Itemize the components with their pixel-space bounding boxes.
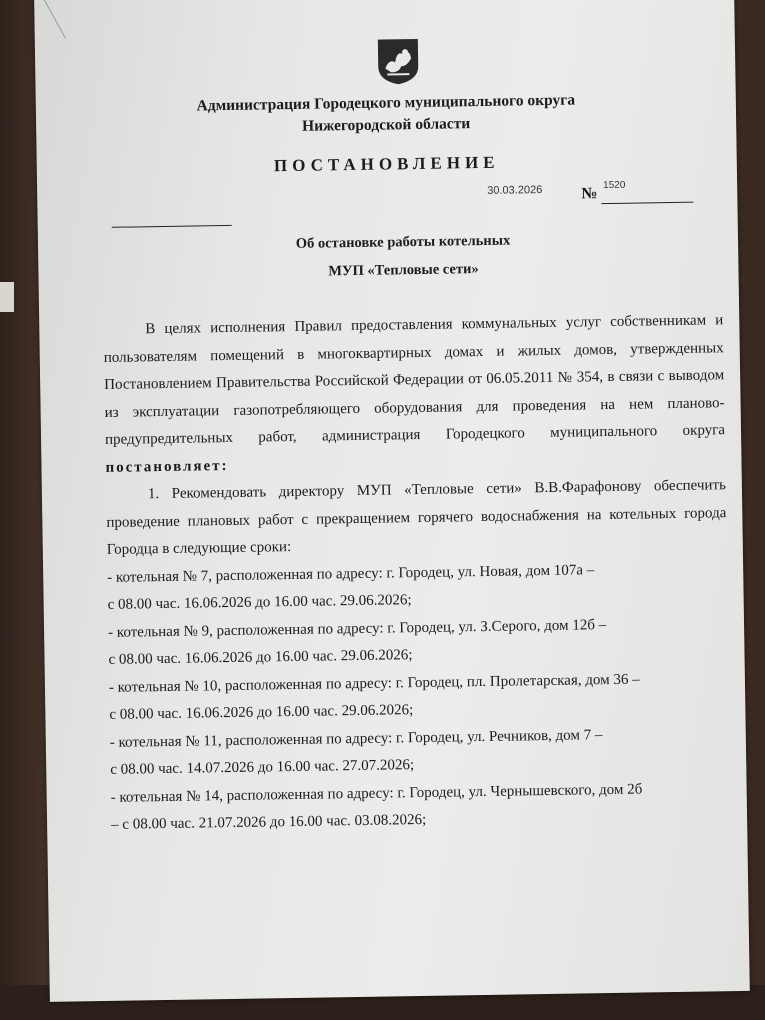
boiler-period: с 08.00 час. 16.06.2026 до 16.00 час. 29.06.2026; [109,702,414,723]
boiler-period: с 08.00 час. 16.06.2026 до 16.00 час. 29.06.2026; [108,647,413,668]
date-underline [112,225,232,228]
preamble-paragraph [103,307,726,482]
boiler-list [107,555,731,840]
item-1-paragraph: 1. Рекомендовать директору МУП «Тепловые сети» В.В.Фарафонову обеспечить проведение плановых работ с прекращением горячего водоснабжения на котельных города Городца в следующие сроки: [106,477,727,558]
document-title-line-2: МУП «Тепловые сети» [328,261,479,280]
document-type: ПОСТАНОВЛЕНИЕ [273,152,500,176]
document-page [34,0,750,1002]
boiler-address: - котельная № 14, расположенная по адресу: г. Городец, ул. Чернышевского, дом 2б [110,781,643,806]
boiler-period: с 08.00 час. 14.07.2026 до 16.00 час. 27.07.2026; [110,757,415,778]
coat-of-arms-icon [375,36,422,87]
boiler-address: - котельная № 10, расположенная по адресу: г. Городец, пл. Пролетарская, дом 36 – [108,671,640,696]
document-body [103,307,731,839]
list-item [108,610,729,675]
staple-mark [43,0,85,38]
list-item [109,665,730,730]
list-item [110,720,731,785]
boiler-address: - котельная № 7, расположенная по адресу: г. Городец, ул. Новая, дом 107а – [107,561,595,586]
paper-scrap [0,282,14,312]
document-date: 30.03.2026 [487,184,543,197]
list-item [107,555,728,620]
preamble-text: В целях исполнения Правил предоставления коммунальных услуг собственникам и пользователям помещений в многоквартирных домах и жилых домов, утвержденных Постановлением Правительства Российской Федерации от 06.05.2011 № 354, в связи с выводом из эксплуатации газопотребляющего оборудования для проведения на нем планово-предупредительных работ, администрация Городецкого муниципального округа [103,312,726,448]
list-item [110,775,731,840]
boiler-period: с 08.00 час. 16.06.2026 до 16.00 час. 29.06.2026; [107,592,412,613]
decree-word: постановляет: [105,457,229,476]
boiler-address: - котельная № 11, расположенная по адресу: г. Городец, ул. Речников, дом 7 – [109,726,603,751]
number-label: № [581,185,598,203]
boiler-period: – с 08.00 час. 21.07.2026 до 16.00 час. 03.08.2026; [110,811,427,833]
document-number: 1520 [603,179,626,192]
boiler-address: - котельная № 9, расположенная по адресу: г. Городец, ул. З.Серого, дом 12б – [107,616,607,641]
organization-region: Нижегородской области [301,115,471,135]
document-title-line-1: Об остановке работы котельных [295,232,511,252]
number-underline [601,202,693,204]
organization-name: Администрация Городецкого муниципального округа [196,91,576,115]
